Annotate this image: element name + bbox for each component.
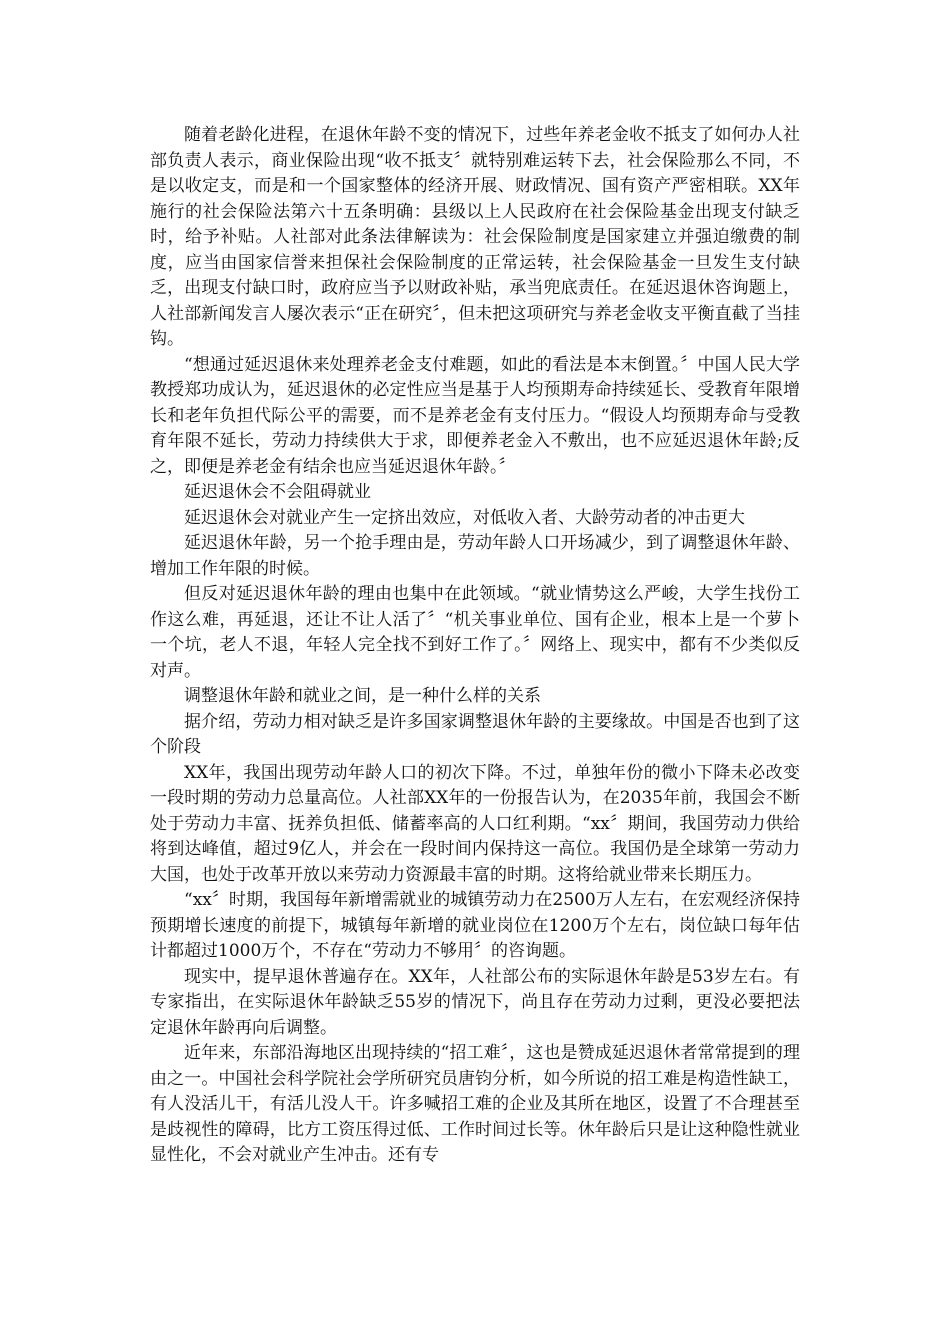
paragraph: 但反对延迟退休年龄的理由也集中在此领域。“就业情势这么严峻，大学生找份工作这么难，再延退，还让不让人活了〞“机关事业单位、国有企业，根本上是一个萝卜一个坑，老人不退，年轻人完全找不到好工作了。〞网络上、现实中，都有不少类似反对声。: [150, 584, 800, 681]
paragraph: XX年，我国出现劳动年龄人口的初次下降。不过，单独年份的微小下降未必改变一段时期的劳动力总量高位。人社部XX年的一份报告认为，在2035年前，我国会不断处于劳动力丰富、抚养负担低、储蓄率高的人口红利期。“xx〞期间，我国劳动力供给将到达峰值，超过9亿人，并会在一段时间内保持这一高位。我国仍是全球第一劳动力大国，也处于改革开放以来劳动力资源最丰富的时期。这将给就业带来长期压力。: [150, 762, 800, 885]
paragraph: 据介绍，劳动力相对缺乏是许多国家调整退休年龄的主要缘故。中国是否也到了这个阶段: [150, 711, 800, 757]
section-heading: 调整退休年龄和就业之间，是一种什么样的关系: [184, 686, 541, 706]
paragraph: 现实中，提早退休普遍存在。XX年，人社部公布的实际退休年龄是53岁左右。有专家指出，在实际退休年龄缺乏55岁的情况下，尚且存在劳动力过剩，更没必要把法定退休年龄再向后调整。: [150, 966, 800, 1038]
section-heading: 延迟退休会不会阻碍就业: [184, 482, 371, 502]
paragraph: 延迟退休年龄，另一个抢手理由是，劳动年龄人口开场减少，到了调整退休年龄、增加工作年限的时候。: [150, 533, 800, 579]
section-subheading: 延迟退休会对就业产生一定挤出效应，对低收入者、大龄劳动者的冲击更大: [184, 507, 745, 528]
paragraph: “想通过延迟退休来处理养老金支付难题，如此的看法是本末倒置。〞中国人民大学教授郑功成认为，延迟退休的必定性应当是基于人均预期寿命持续延长、受教育年限增长和老年负担代际公平的需要，而不是养老金有支付压力。“假设人均预期寿命与受教育年限不延长，劳动力持续供大于求，即便养老金入不敷出，也不应延迟退休年龄;反之，即便是养老金有结余也应当延迟退休年龄。〞: [150, 354, 800, 477]
paragraph: 近年来，东部沿海地区出现持续的“招工难〞，这也是赞成延迟退休者常常提到的理由之一。中国社会科学院社会学所研究员唐钧分析，如今所说的招工难是构造性缺工，有人没活儿干，有活儿没人干。许多喊招工难的企业及其所在地区，设置了不合理甚至是歧视性的障碍，比方工资压得过低、工作时间过长等。休年龄后只是让这种隐性就业显性化，不会对就业产生冲击。还有专: [150, 1043, 800, 1165]
paragraph: “xx〞时期，我国每年新增需就业的城镇劳动力在2500万人左右，在宏观经济保持预期增长速度的前提下，城镇每年新增的就业岗位在1200万个左右，岗位缺口每年估计都超过1000万个，不存在“劳动力不够用〞的咨询题。: [150, 890, 800, 961]
paragraph: 随着老龄化进程，在退休年龄不变的情况下，过些年养老金收不抵支了如何办人社部负责人表示，商业保险出现“收不抵支〞就特别难运转下去，社会保险那么不同，不是以收定支，而是和一个国家整体的经济开展、财政情况、国有资产严密相联。XX年施行的社会保险法第六十五条明确：县级以上人民政府在社会保险基金出现支付缺乏时，给予补贴。人社部对此条法律解读为：社会保险制度是国家建立并强迫缴费的制度，应当由国家信誉来担保社会保险制度的正常运转，社会保险基金一旦发生支付缺乏，出现支付缺口时，政府应当予以财政补贴，承当兜底责任。在延迟退休咨询题上，人社部新闻发言人屡次表示“正在研究〞，但未把这项研究与养老金收支平衡直截了当挂钩。: [150, 125, 800, 349]
document-body: [150, 123, 800, 1169]
